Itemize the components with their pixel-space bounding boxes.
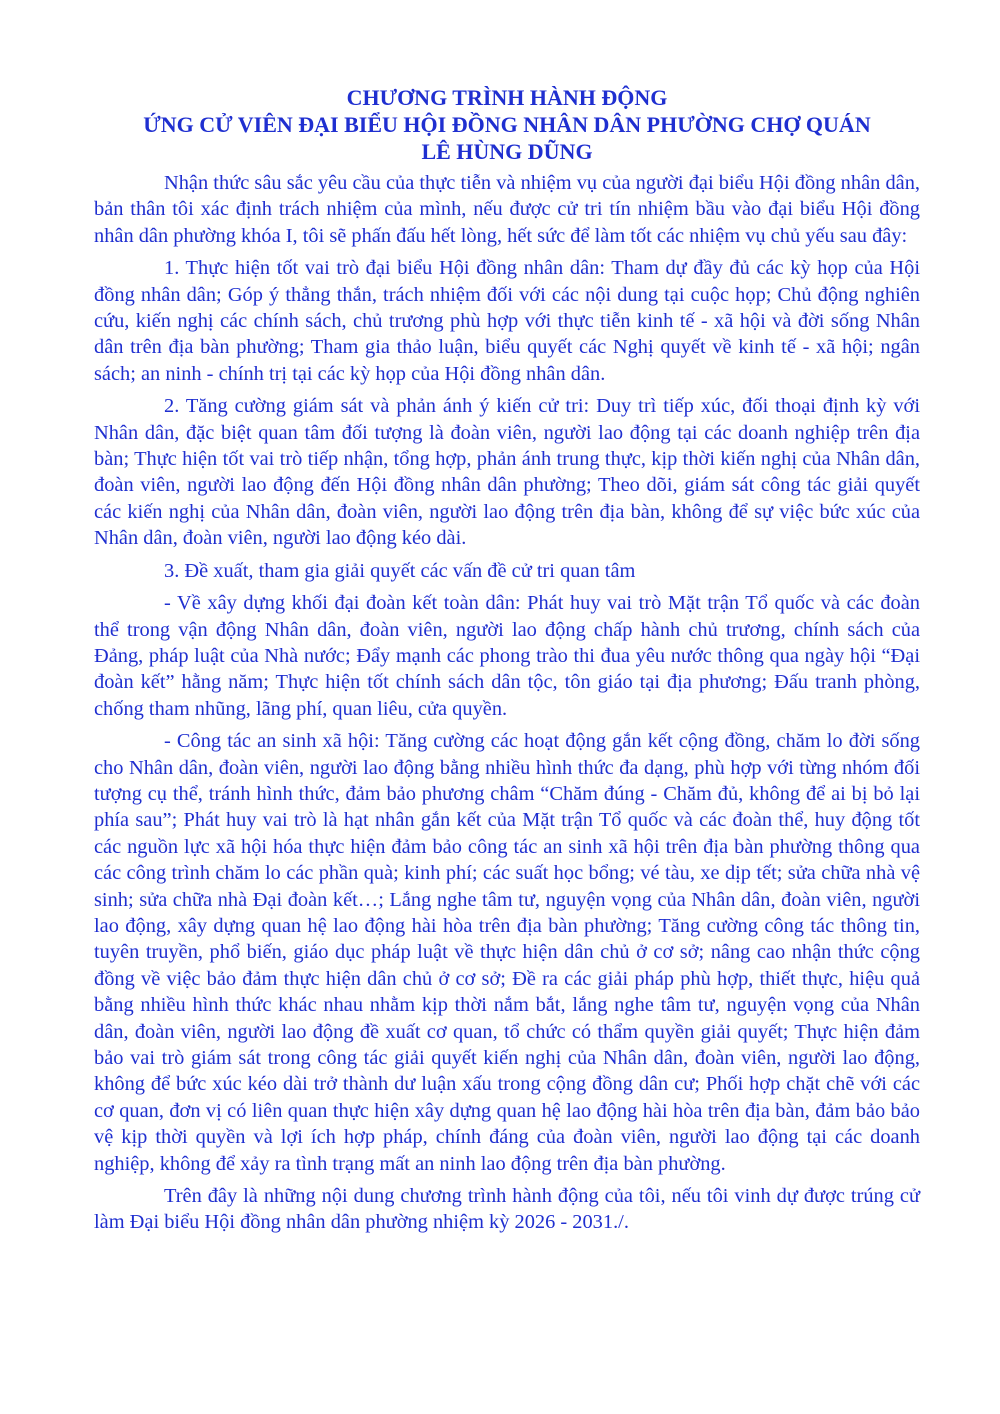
paragraph-social-security: - Công tác an sinh xã hội: Tăng cường các hoạt động gắn kết cộng đồng, chăm lo đời sống cho Nhân dân, đoàn viên, người lao động bằng nhiều hình thức đa dạng, phù hợp với từng nhóm đối tượng cụ thể, tránh hình thức, đảm bảo phương châm “Chăm đúng - Chăm đủ, không để ai bị bỏ lại phía sau”; Phát huy vai trò là hạt nhân gắn kết của Mặt trận Tổ quốc và các đoàn thể, huy động tốt các nguồn lực xã hội hóa thực hiện đảm bảo công tác an sinh xã hội trên địa bàn phường thông qua các công trình chăm lo các phần quà; kinh phí; các suất học bổng; vé tàu, xe dịp tết; sửa chữa nhà vệ sinh; sửa chữa nhà Đại đoàn kết…; Lắng nghe tâm tư, nguyện vọng của Nhân dân, đoàn viên, người lao động, xây dựng quan hệ lao động hài hòa trên địa bàn phường; Tăng cường công tác thông tin, tuyên truyền, phổ biến, giáo dục pháp luật về thực hiện dân chủ ở cơ sở; nâng cao nhận thức cộng đồng về việc bảo đảm thực hiện dân chủ ở cơ sở; Đề ra các giải pháp phù hợp, thiết thực, hiệu quả bằng nhiều hình thức khác nhau nhằm kịp thời nắm bắt, lắng nghe tâm tư, nguyện vọng của Nhân dân, đoàn viên, người lao động đề xuất cơ quan, tổ chức có thẩm quyền giải quyết; Thực hiện đảm bảo vai trò giám sát trong công tác giải quyết kiến nghị của Nhân dân, đoàn viên, người lao động, không để bức xúc kéo dài trở thành dư luận xấu trong cộng đồng dân cư; Phối hợp chặt chẽ với các cơ quan, đơn vị có liên quan thực hiện xây dựng quan hệ lao động hài hòa trên địa bàn, đảm bảo bảo vệ kịp thời quyền và lợi ích hợp pháp, chính đáng của đoàn viên, người lao động tại các doanh nghiệp, không để xảy ra tình trạng mất an ninh lao động trên địa bàn phường. [94,730,920,1175]
title-line-name: LÊ HÙNG DŨNG [421,139,593,164]
paragraph-item-3-heading: 3. Đề xuất, tham gia giải quyết các vấn đề cử tri quan tâm [164,559,636,582]
title-line-candidate: ỨNG CỬ VIÊN ĐẠI BIỂU HỘI ĐỒNG NHÂN DÂN PHƯỜNG CHỢ QUÁN [143,112,871,137]
document-title [94,84,920,165]
title-line-program: CHƯƠNG TRÌNH HÀNH ĐỘNG [346,85,668,110]
paragraph-item-1: 1. Thực hiện tốt vai trò đại biểu Hội đồng nhân dân: Tham dự đầy đủ các kỳ họp của Hội đồng nhân dân; Góp ý thẳng thắn, trách nhiệm đối với các nội dung tại cuộc họp; Chủ động nghiên cứu, kiến nghị các chính sách, chủ trương phù hợp với thực tiễn kinh tế - xã hội và đời sống Nhân dân trên địa bàn phường; Tham gia thảo luận, biểu quyết các Nghị quyết về kinh tế - xã hội; ngân sách; an ninh - chính trị tại các kỳ họp của Hội đồng nhân dân. [94,257,920,385]
paragraph-great-unity: - Về xây dựng khối đại đoàn kết toàn dân: Phát huy vai trò Mặt trận Tổ quốc và các đoàn thể trong vận động Nhân dân, đoàn viên, người lao động chấp hành chủ trương, chính sách của Đảng, pháp luật của Nhà nước; Đẩy mạnh các phong trào thi đua yêu nước thông qua ngày hội “Đại đoàn kết” hằng năm; Thực hiện tốt chính sách dân tộc, tôn giáo tại địa phương; Đấu tranh phòng, chống tham nhũng, lãng phí, quan liêu, cửa quyền. [94,592,920,720]
paragraph-intro: Nhận thức sâu sắc yêu cầu của thực tiễn và nhiệm vụ của người đại biểu Hội đồng nhân dân, bản thân tôi xác định trách nhiệm của mình, nếu được cử tri tín nhiệm bầu vào đại biểu Hội đồng nhân dân phường khóa I, tôi sẽ phấn đấu hết lòng, hết sức để làm tốt các nhiệm vụ chủ yếu sau đây: [94,172,920,247]
paragraph-item-2: 2. Tăng cường giám sát và phản ánh ý kiến cử tri: Duy trì tiếp xúc, đối thoại định kỳ với Nhân dân, đặc biệt quan tâm đối tượng là đoàn viên, người lao động tại các doanh nghiệp trên địa bàn; Thực hiện tốt vai trò tiếp nhận, tổng hợp, phản ánh trung thực, kịp thời kiến nghị của Nhân dân, đoàn viên, người lao động đến Hội đồng nhân dân phường; Theo dõi, giám sát công tác giải quyết các kiến nghị của Nhân dân, đoàn viên, người lao động trên địa bàn, không để sự việc bức xúc của Nhân dân, đoàn viên, người lao động kéo dài. [94,395,920,550]
document-body [94,170,920,1236]
paragraph-conclusion: Trên đây là những nội dung chương trình hành động của tôi, nếu tôi vinh dự được trúng cử làm Đại biểu Hội đồng nhân dân phường nhiệm kỳ 2026 - 2031./. [94,1185,920,1234]
